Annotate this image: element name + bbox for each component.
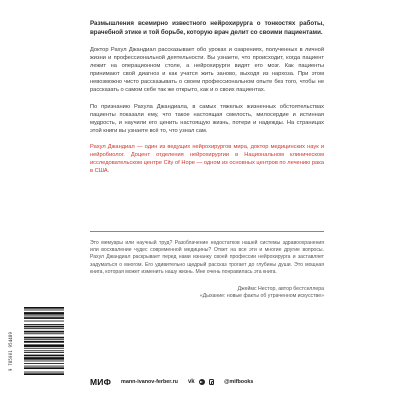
review-book-title: «Дыхание: новые факты об утраченном искусстве»	[199, 293, 324, 300]
barcode-bar	[24, 341, 64, 343]
social-handle: @mifbooks	[224, 379, 254, 385]
barcode-bar	[24, 326, 64, 328]
barcode-bar	[24, 333, 64, 334]
review-quote: Это мемуары или научный труд? Разоблачение недостатков нашей системы здравоохранения или восхваление чудес современной медицины? Ответ на все эти и многие другие вопросы. Рахул Джандиал раскрывает перед нами изнанку своей профессии нейрохирурга и заставляет задуматься о многом. Его удивительно щедрый рассказ трогает до глубины души. Это мощная книга, которая может изменить нашу жизнь. Мне очень понравилась эта книга.	[90, 240, 324, 275]
intro-paragraph: Размышления всемирно известного нейрохирурга о тонкостях работы, врачебной этике и той борьбе, которую врач делит со своими пациентами.	[90, 20, 324, 36]
divider	[90, 231, 324, 232]
barcode-bar	[24, 355, 64, 357]
description-paragraph: Доктор Рахул Джандиал рассказывает обо уроках и озарениях, полученных в личной жизни и профессиональной деятельности. Вы узнаете, что происходит, когда пациент лежит на операционном столе, а нейрохирурги видят его мозг. Как пациенты принимают свой диагноз и как учатся жить заново, выходя из нархоза. При этом невозможно чисто рассказывать о своем профессиональном опыте без того, чтобы не рассказать о самом себе так же открыто, как и о своих пациентах.	[90, 47, 324, 94]
publisher-logo: МИФ	[90, 377, 112, 387]
social-icons	[188, 379, 214, 385]
barcode-bar	[24, 328, 64, 329]
author-bio: Рахул Джандиал — один из ведущих нейрохирургов мира, доктор медицинских наук и нейробиолог. Доцент отделения нейрохирургии в Национальном клиническом исследовательском центре City of Hope — одном из основных центров по лечению рака в США.	[90, 143, 324, 174]
barcode-bar	[24, 337, 64, 339]
barcode-bar	[24, 357, 64, 360]
review-attribution	[90, 286, 324, 301]
barcode-bar	[24, 352, 64, 353]
barcode-bar	[24, 350, 64, 351]
barcode-bar	[24, 348, 64, 349]
barcode-bar	[24, 367, 64, 369]
description-paragraph: По признанию Рахула Джандиала, в самых тяжелых жизненных обстоятельствах пациенты показали ему, что такое настоящая смелость, милосердие и истинная мудрость, и научили его ценить настоящую жизнь, потери и надежды. На страницах этой книги вы узнаете всё то, что узнал сам.	[90, 104, 324, 134]
instagram-icon	[209, 379, 215, 385]
telegram-icon	[199, 379, 205, 385]
vk-icon: vk	[187, 379, 195, 385]
publisher-footer	[90, 376, 330, 388]
barcode-bar	[24, 321, 64, 322]
barcode-bar	[24, 372, 64, 373]
barcode-bar	[24, 324, 64, 325]
review-author: Джеймс Нестор, автор бестселлера	[237, 286, 324, 293]
barcode-bar	[24, 363, 64, 364]
barcode-bar	[24, 331, 64, 333]
barcode-bar	[24, 339, 64, 340]
barcode-bar	[24, 312, 64, 315]
main-text-column	[90, 20, 324, 176]
barcode-bar	[24, 344, 64, 347]
isbn-number: 9 785001 954489	[8, 331, 13, 371]
review-block	[90, 240, 324, 301]
publisher-website: mann-ivanov-ferber.ru	[121, 379, 178, 385]
barcode-bar	[24, 316, 64, 317]
barcode-bar	[24, 317, 64, 319]
barcode-bar	[24, 366, 64, 367]
barcode-bar	[24, 373, 64, 375]
barcode-bar	[24, 310, 64, 311]
barcode-bar	[24, 307, 64, 309]
barcode	[20, 306, 68, 396]
barcode-bar	[24, 361, 64, 362]
